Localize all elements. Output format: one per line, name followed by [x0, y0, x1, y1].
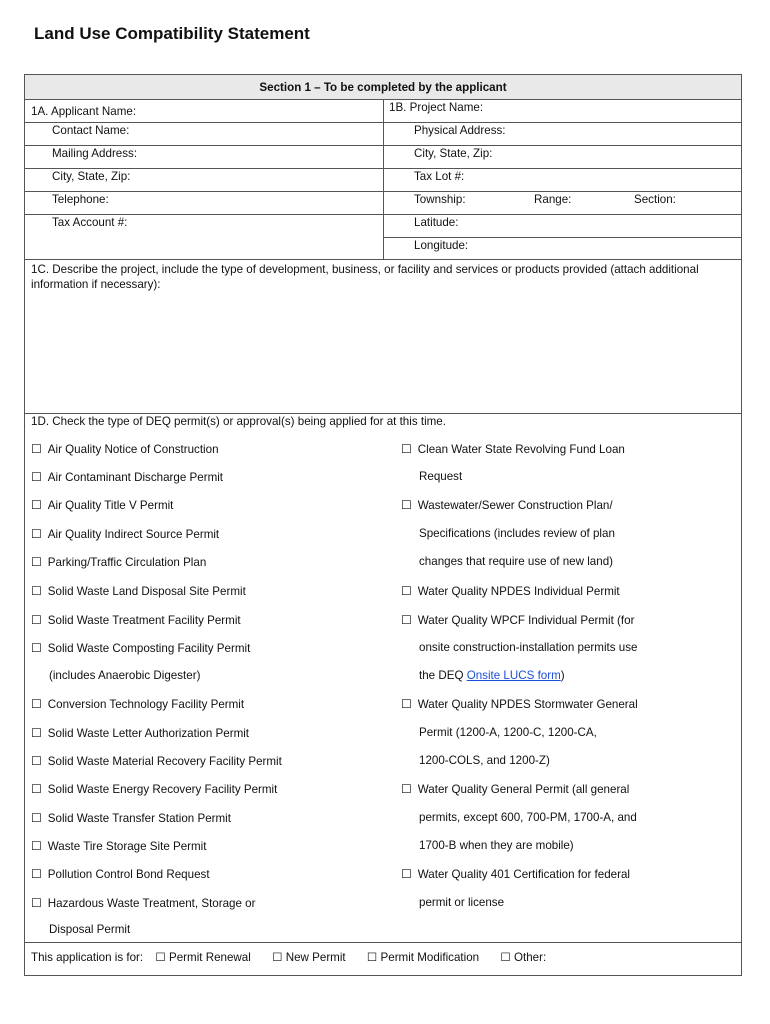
- permit-label: Water Quality NPDES Individual Permit: [417, 585, 620, 598]
- permit-checkbox-item[interactable]: [31, 555, 206, 569]
- checkbox-icon: ☐: [31, 555, 42, 569]
- permit-label: Conversion Technology Facility Permit: [47, 698, 245, 711]
- permit-label: Request: [419, 470, 463, 483]
- permit-checkbox-item[interactable]: [31, 811, 231, 825]
- permit-item-continuation: [419, 470, 462, 483]
- permit-item-continuation: [49, 923, 130, 936]
- project-name-label: 1B. Project Name:: [389, 101, 484, 114]
- permit-label: changes that require use of new land): [419, 555, 613, 568]
- new-permit-label: New Permit: [285, 951, 346, 964]
- permit-label: Pollution Control Bond Request: [47, 868, 210, 881]
- checkbox-icon: ☐: [31, 867, 42, 881]
- permit-item-continuation: [419, 896, 504, 909]
- permit-checkbox-item[interactable]: [31, 527, 219, 541]
- permit-label: Solid Waste Letter Authorization Permit: [47, 727, 250, 740]
- permit-checkbox-item[interactable]: [31, 498, 173, 512]
- permit-label: Specifications (includes review of plan: [419, 527, 615, 540]
- project-city-state-zip-label: City, State, Zip:: [414, 147, 493, 160]
- checkbox-icon: ☐: [31, 641, 42, 655]
- checkbox-icon: ☐: [401, 697, 412, 711]
- permits-label: 1D. Check the type of DEQ permit(s) or approval(s) being applied for at this time.: [31, 415, 446, 428]
- link-suffix: ): [560, 669, 565, 682]
- permit-label: Solid Waste Land Disposal Site Permit: [47, 585, 246, 598]
- permit-label: the DEQ: [419, 669, 467, 682]
- checkbox-icon: ☐: [31, 584, 42, 598]
- contact-name-label: Contact Name:: [52, 124, 130, 137]
- longitude-label: Longitude:: [414, 239, 469, 252]
- physical-address-label: Physical Address:: [414, 124, 506, 137]
- permit-checkbox-item[interactable]: [31, 442, 219, 456]
- permit-label: Disposal Permit: [49, 923, 131, 936]
- checkbox-icon: ☐: [31, 697, 42, 711]
- checkbox-icon: ☐: [31, 782, 42, 796]
- checkbox-icon: ☐: [31, 613, 42, 627]
- permit-item-continuation: [49, 669, 200, 682]
- permit-label: Water Quality WPCF Individual Permit (for: [417, 614, 635, 627]
- permit-label: Clean Water State Revolving Fund Loan: [417, 443, 625, 456]
- permit-label: onsite construction-installation permits use: [419, 641, 638, 654]
- checkbox-icon: ☐: [401, 613, 412, 627]
- permit-label: Air Quality Notice of Construction: [47, 443, 219, 456]
- checkbox-icon: ☐: [500, 951, 511, 964]
- permit-label: Water Quality 401 Certification for federal: [417, 868, 630, 881]
- city-state-zip-label: City, State, Zip:: [52, 170, 131, 183]
- permit-label: 1200-COLS, and 1200-Z): [419, 754, 550, 767]
- checkbox-icon: ☐: [155, 951, 166, 964]
- permit-label: Air Contaminant Discharge Permit: [47, 471, 224, 484]
- new-permit-checkbox[interactable]: [272, 951, 346, 964]
- permit-label: Solid Waste Composting Facility Permit: [47, 642, 251, 655]
- permit-label: Waste Tire Storage Site Permit: [47, 840, 207, 853]
- permit-checkbox-item[interactable]: [401, 867, 630, 881]
- other-label: Other:: [513, 951, 547, 964]
- checkbox-icon: ☐: [272, 951, 283, 964]
- permit-item-continuation: [419, 726, 597, 739]
- checkbox-icon: ☐: [31, 442, 42, 456]
- permit-label: Solid Waste Transfer Station Permit: [47, 812, 231, 825]
- checkbox-icon: ☐: [31, 839, 42, 853]
- column-divider: [383, 99, 384, 259]
- checkbox-icon: ☐: [31, 527, 42, 541]
- permit-renewal-checkbox[interactable]: [155, 951, 250, 964]
- divider: [25, 259, 741, 260]
- permit-checkbox-item[interactable]: [401, 697, 638, 711]
- permit-checkbox-item[interactable]: [31, 726, 249, 740]
- permit-label: permits, except 600, 700-PM, 1700-A, and: [419, 811, 637, 824]
- permit-checkbox-item[interactable]: [31, 839, 206, 853]
- divider: [383, 237, 741, 238]
- permit-item-continuation: [419, 839, 574, 852]
- page-title: Land Use Compatibility Statement: [34, 24, 310, 43]
- permit-label: Wastewater/Sewer Construction Plan/: [417, 499, 613, 512]
- permit-item-continuation: [419, 811, 637, 824]
- mailing-address-label: Mailing Address:: [52, 147, 138, 160]
- checkbox-icon: ☐: [401, 782, 412, 796]
- project-description-label: 1C. Describe the project, include the type of development, business, or facility and services or products provided (attach additional information if necessary):: [31, 263, 699, 291]
- checkbox-icon: ☐: [31, 896, 42, 910]
- permit-modification-label: Permit Modification: [380, 951, 480, 964]
- checkbox-icon: ☐: [401, 584, 412, 598]
- permit-checkbox-item[interactable]: [31, 470, 223, 484]
- permit-checkbox-item[interactable]: [31, 641, 250, 655]
- permit-item-continuation: [419, 669, 565, 682]
- permit-checkbox-item[interactable]: [401, 584, 620, 598]
- application-type-row: [31, 950, 546, 964]
- permit-label: Water Quality General Permit (all general: [417, 783, 630, 796]
- checkbox-icon: ☐: [401, 867, 412, 881]
- checkbox-icon: ☐: [31, 726, 42, 740]
- checkbox-icon: ☐: [366, 951, 378, 964]
- checkbox-icon: ☐: [401, 498, 412, 512]
- telephone-label: Telephone:: [52, 193, 109, 206]
- permit-item-continuation: [419, 527, 615, 540]
- permit-label: permit or license: [419, 896, 505, 909]
- divider: [25, 413, 741, 414]
- permit-checkbox-item[interactable]: [31, 754, 282, 768]
- permit-renewal-label: Permit Renewal: [169, 951, 251, 964]
- application-for-label: This application is for:: [31, 951, 144, 964]
- permit-label: Water Quality NPDES Stormwater General: [417, 698, 638, 711]
- permit-label: Parking/Traffic Circulation Plan: [47, 556, 207, 569]
- permit-checkbox-item[interactable]: [401, 613, 634, 627]
- permit-checkbox-item[interactable]: [31, 613, 241, 627]
- checkbox-icon: ☐: [401, 442, 412, 456]
- permit-checkbox-item[interactable]: [31, 867, 210, 881]
- permit-label: 1700-B when they are mobile): [419, 839, 574, 852]
- permit-label: Solid Waste Material Recovery Facility Permit: [47, 755, 282, 768]
- onsite-lucs-form-link[interactable]: Onsite LUCS form: [466, 669, 561, 682]
- permit-label: Permit (1200-A, 1200-C, 1200-CA,: [419, 726, 597, 739]
- permit-label: Air Quality Title V Permit: [47, 499, 174, 512]
- permit-label: Air Quality Indirect Source Permit: [47, 528, 220, 541]
- checkbox-icon: ☐: [31, 498, 42, 512]
- tax-lot-label: Tax Lot #:: [414, 170, 465, 183]
- permit-item-continuation: [419, 641, 637, 654]
- other-checkbox[interactable]: [500, 951, 546, 964]
- section-1-form: [24, 74, 742, 976]
- permit-item-continuation: [419, 555, 613, 568]
- permit-item-continuation: [419, 754, 550, 767]
- permit-label: Hazardous Waste Treatment, Storage or: [47, 897, 256, 910]
- checkbox-icon: ☐: [31, 754, 42, 768]
- permit-checkbox-item[interactable]: [31, 697, 244, 711]
- permit-label: Solid Waste Energy Recovery Facility Permit: [47, 783, 278, 796]
- permit-checkbox-item[interactable]: [401, 782, 629, 796]
- checkbox-icon: ☐: [31, 811, 42, 825]
- permit-checkbox-item[interactable]: [31, 782, 277, 796]
- tax-account-label: Tax Account #:: [52, 216, 128, 229]
- permit-checkbox-item[interactable]: [401, 498, 613, 512]
- permit-checkbox-item[interactable]: [31, 896, 255, 910]
- permit-modification-checkbox[interactable]: [367, 951, 479, 964]
- permit-checkbox-item[interactable]: [401, 442, 625, 456]
- range-label: Range:: [534, 193, 572, 206]
- latitude-label: Latitude:: [414, 216, 459, 229]
- permit-label: (includes Anaerobic Digester): [49, 669, 201, 682]
- permit-label: Solid Waste Treatment Facility Permit: [47, 614, 241, 627]
- checkbox-icon: ☐: [31, 470, 42, 484]
- section-header: Section 1 – To be completed by the applicant: [25, 75, 741, 99]
- divider: [25, 942, 741, 943]
- permit-checkbox-item[interactable]: [31, 584, 246, 598]
- township-label: Township:: [414, 193, 466, 206]
- section-label: Section:: [634, 193, 676, 206]
- applicant-name-label: 1A. Applicant Name:: [31, 105, 137, 118]
